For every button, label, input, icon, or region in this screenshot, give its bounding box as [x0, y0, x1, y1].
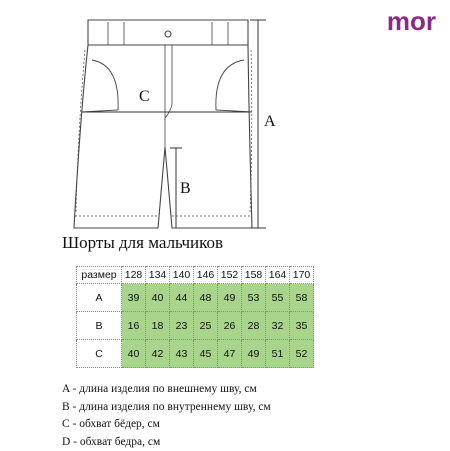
note-line: C - обхват бёдер, см — [62, 416, 271, 434]
table-cell: 32 — [266, 312, 290, 340]
table-row — [77, 340, 314, 368]
table-cell: 35 — [290, 312, 314, 340]
table-cell: 43 — [170, 340, 194, 368]
table-cell: 55 — [266, 284, 290, 312]
waistband — [88, 20, 248, 45]
measurement-notes — [62, 381, 271, 451]
table-cell: 49 — [242, 340, 266, 368]
size-col-header: 128 — [122, 267, 146, 284]
table-cell: 26 — [218, 312, 242, 340]
size-col-header: 152 — [218, 267, 242, 284]
size-col-header: 134 — [146, 267, 170, 284]
table-cell: 23 — [170, 312, 194, 340]
size-table — [76, 266, 314, 368]
size-col-header: 164 — [266, 267, 290, 284]
size-col-header: 170 — [290, 267, 314, 284]
pocket-left — [82, 60, 118, 112]
table-cell: 49 — [218, 284, 242, 312]
table-cell: 18 — [146, 312, 170, 340]
table-cell: 51 — [266, 340, 290, 368]
product-title: Шорты для мальчиков — [62, 233, 223, 253]
table-cell: 25 — [194, 312, 218, 340]
row-label: B — [77, 312, 122, 340]
brand-name: mor — [387, 6, 436, 37]
table-cell: 28 — [242, 312, 266, 340]
label-c: C — [139, 88, 150, 105]
label-b: B — [180, 180, 191, 197]
table-cell: 40 — [146, 284, 170, 312]
label-a: A — [264, 113, 276, 130]
table-cell: 58 — [290, 284, 314, 312]
note-line: A - длина изделия по внешнему шву, см — [62, 381, 271, 399]
shorts-outline — [74, 45, 252, 228]
table-cell: 53 — [242, 284, 266, 312]
table-cell: 39 — [122, 284, 146, 312]
table-cell: 16 — [122, 312, 146, 340]
table-cell: 40 — [122, 340, 146, 368]
row-label: C — [77, 340, 122, 368]
table-cell: 47 — [218, 340, 242, 368]
size-col-header: 140 — [170, 267, 194, 284]
waist-button — [165, 31, 171, 37]
size-col-header: 146 — [194, 267, 218, 284]
table-row — [77, 312, 314, 340]
table-cell: 45 — [194, 340, 218, 368]
table-cell: 42 — [146, 340, 170, 368]
table-row — [77, 284, 314, 312]
note-line: B - длина изделия по внутреннему шву, см — [62, 399, 271, 417]
pocket-right — [216, 60, 252, 112]
row-label: A — [77, 284, 122, 312]
table-cell: 48 — [194, 284, 218, 312]
size-header-row — [77, 267, 314, 284]
table-cell: 52 — [290, 340, 314, 368]
note-line: D - обхват бедра, см — [62, 434, 271, 451]
size-header-label: размер — [77, 267, 122, 284]
size-col-header: 158 — [242, 267, 266, 284]
table-cell: 44 — [170, 284, 194, 312]
